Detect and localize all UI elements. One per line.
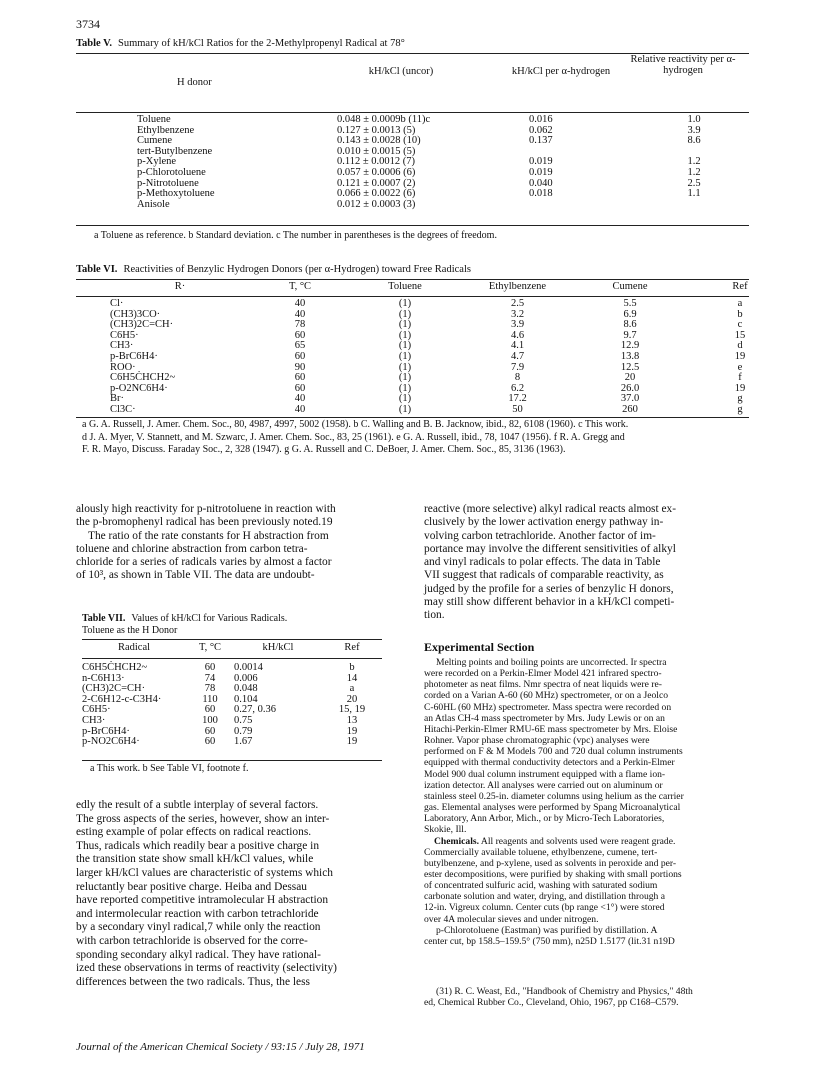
table5-cell: 0.143 ± 0.0028 (10) [337, 135, 421, 147]
text-line: esting example of polar effects on radical reactions. [76, 826, 312, 839]
text-line: of concentrated sulfuric acid, washing with saturated sodium [424, 880, 658, 892]
table6-row [110, 320, 795, 331]
table7-row [82, 663, 382, 674]
table6-cell: 40 [294, 393, 306, 405]
table5-label: Table V. [76, 38, 112, 49]
text-line: Commercially available toluene, ethylbenzene, cumene, tert- [424, 846, 658, 858]
table5-cell: 1.2 [687, 166, 701, 178]
table6-cell: a [737, 298, 743, 309]
text-line: differences between the two radicals. Thus, the less [76, 975, 310, 988]
table6-cell: 13.8 [620, 350, 640, 362]
table5-cell: 0.018 [529, 188, 553, 200]
text-line: the p-bromophenyl radical has been previously noted.19 [76, 516, 333, 529]
table6-cell: (1) [398, 372, 412, 384]
text-line: tion. [424, 609, 445, 622]
table6-row [110, 299, 795, 310]
table5-cell: p-Chlorotoluene [137, 166, 206, 178]
table6-cell: p-O2NC6H4· [110, 382, 168, 394]
table5-cell: p-Methoxytoluene [137, 188, 215, 200]
table6-cell: CH3· [110, 340, 134, 352]
table5-cell: 0.121 ± 0.0007 (2) [337, 177, 416, 189]
table5-cell: 0.112 ± 0.0012 (7) [337, 156, 415, 168]
text-line: (31) R. C. Weast, Ed., "Handbook of Chemistry and Physics," 48th [436, 986, 693, 997]
table7-row [82, 705, 382, 716]
table5-cell: Cumene [137, 135, 172, 147]
table6-cell: f [738, 372, 742, 384]
text-line: were recorded on a Perkin-Elmer Model 421 infrared spectro- [424, 668, 662, 680]
text-line: stainless steel 0.25-in. diameter columns using helium as the carrier [424, 790, 684, 802]
text-line: Rohner. Vapor phase chromatographic (vpc) analyses were [424, 735, 650, 747]
table7-footnote: a This work. b See Table VI, footnote f. [90, 763, 249, 774]
experimental-heading: Experimental Section [424, 640, 535, 654]
table6-cell: (1) [398, 361, 412, 373]
text-line: the transition state show small kH/kCl values, while [76, 853, 314, 866]
table7-cell: 1.67 [234, 736, 253, 748]
text-line: sponding secondary alkyl radical. They have rational- [76, 948, 321, 961]
text-line: Melting points and boiling points are uncorrected. Ir spectra [436, 657, 667, 668]
table7-cell: 74 [204, 672, 216, 684]
text-line: chloride for a series of radicals varies by almost a factor [76, 556, 332, 569]
left-column-bottom-text [76, 799, 401, 989]
table7-cell: (CH3)2C=CH· [82, 683, 146, 695]
table6-header [110, 282, 795, 293]
text-line: center cut, bp 158.5–159.5° (750 mm), n25D 1.5177 (lit.31 n19D [424, 935, 675, 947]
table7-cell: a [349, 683, 355, 695]
text-line: ed, Chemical Rubber Co., Cleveland, Ohio, 1967, pp C168–C579. [424, 997, 679, 1009]
table6-cell: 60 [294, 329, 306, 341]
table5-cell: 1.0 [687, 114, 701, 125]
table6-body [110, 299, 795, 416]
table7-cell: p-BrC6H4· [82, 725, 130, 737]
table5-cell: 1.1 [687, 188, 701, 200]
table5-row [137, 115, 749, 126]
table5-cell: 0.040 [529, 177, 553, 189]
table7-cell: 0.75 [234, 714, 253, 726]
table6-row [110, 405, 795, 416]
table6-cell: (1) [398, 382, 412, 394]
table7-cell: 0.0014 [234, 662, 263, 673]
table6-cell: 260 [622, 403, 638, 415]
text-line: Model 900 dual column instrument equipped with a flame ion- [424, 768, 666, 780]
table7-cell: 15, 19 [338, 704, 366, 716]
table7-cell: 100 [202, 714, 218, 726]
table6-cell: (1) [398, 393, 412, 405]
table6-cell: (CH3)2C=CH· [110, 319, 174, 331]
table5-header-ratio: kH/kCl (uncor) [368, 66, 434, 77]
table5-cell: Anisole [137, 198, 170, 210]
table6-header-cumene: Cumene [612, 281, 648, 292]
table5-header-per-h: kH/kCl per α-hydrogen [511, 66, 611, 77]
table6-footnotes [82, 419, 749, 457]
table7-row [82, 716, 382, 727]
table5-cell: 0.016 [529, 114, 553, 125]
table6-cell: 60 [294, 372, 306, 384]
table6-header-ref: Ref [732, 281, 748, 292]
table6-cell: 12.9 [620, 340, 640, 352]
table5-cell: tert-Butylbenzene [137, 145, 213, 157]
table6-cell: p-BrC6H4· [110, 350, 158, 362]
table6-cell: Br· [110, 393, 124, 405]
chemicals-heading: Chemicals. [434, 835, 480, 847]
table6-cell: 65 [294, 340, 306, 352]
table6-cell: ROO· [110, 361, 136, 373]
table7-cell: 60 [204, 725, 216, 737]
table5-row [137, 157, 749, 168]
table7-caption-line1: Values of kH/kCl for Various Radicals. [131, 613, 288, 624]
text-line: portance may involve the different sensitivities of alkyl [424, 542, 676, 555]
table6-row [110, 384, 795, 395]
table6-cell: Cl· [110, 298, 124, 309]
table6-row [110, 341, 795, 352]
table6-cell: c [737, 319, 743, 331]
table6-cell: (1) [398, 350, 412, 362]
table6-cell: (CH3)3CO· [110, 308, 161, 320]
table7-cell: n-C6H13· [82, 672, 125, 684]
text-line: Hitachi-Perkin-Elmer RMU-6E mass spectrometer by Mrs. Eloise [424, 723, 678, 735]
table7-top-rule [82, 639, 382, 640]
table7-cell: p-NO2C6H4· [82, 736, 140, 748]
table6-cell: 2.5 [510, 298, 525, 309]
text-line: may still show different behavior in a kH/kCl competi- [424, 596, 675, 609]
table6-cell: 78 [294, 319, 306, 331]
table6-label: Table VI. [76, 264, 118, 275]
table6-cell: 12.5 [620, 361, 640, 373]
table7-cell: 0.104 [234, 693, 258, 705]
text-line: performed on F & M Models 700 and 720 dual column instruments [424, 746, 683, 758]
table5-body [137, 115, 749, 210]
table5-row [137, 147, 749, 158]
table7-cell: 2-C6H12-c-C3H4· [82, 693, 162, 705]
table6-row [110, 394, 795, 405]
text-line: reluctantly bear positive charge. Heiba and Dessau [76, 880, 307, 893]
text-line: ized these observations in terms of reactivity (selectivity) [76, 962, 337, 975]
right-column-top-text [424, 503, 749, 623]
table7-bottom-rule [82, 760, 382, 761]
table7-body [82, 663, 382, 748]
table6-bottom-rule [76, 417, 749, 418]
text-line: edly the result of a subtle interplay of several factors. [76, 799, 319, 811]
table6-row [110, 310, 795, 321]
table5-cell: 0.019 [529, 156, 553, 168]
table6-top-rule [76, 279, 749, 280]
table7-label: Table VII. [82, 613, 126, 624]
table5-cell: 0.019 [529, 166, 553, 178]
table5-row [137, 179, 749, 190]
table5-cell: 0.048 ± 0.0009b (11)c [337, 114, 431, 125]
chemicals-first-line: All reagents and solvents used were reagent grade. [480, 835, 676, 847]
table7-cell: 13 [346, 714, 358, 726]
table6-cell: (1) [398, 308, 412, 320]
table5-row [137, 168, 749, 179]
table7-row [82, 737, 382, 748]
table6-cell: 6.9 [623, 308, 637, 320]
table6-row [110, 373, 795, 384]
text-line: reactive (more selective) alkyl radical reacts almost ex- [424, 503, 677, 515]
text-line: equipped with thermal conductivity detectors and a Perkin-Elmer [424, 757, 675, 769]
table5-cell: 0.127 ± 0.0013 (5) [337, 124, 416, 136]
table6-cell: (1) [398, 298, 412, 309]
table6-cell: 20 [624, 372, 636, 384]
table6-cell: 40 [294, 298, 306, 309]
table5-cell: 0.066 ± 0.0022 (6) [337, 188, 416, 200]
table6-cell: C6H5· [110, 329, 139, 341]
table7-cell: 0.006 [234, 672, 258, 684]
table5-header-h-donor: H donor [177, 77, 212, 88]
table6-cell: 60 [294, 350, 306, 362]
text-line: clusively by the lower activation energy pathway in- [424, 516, 664, 529]
table6-row [110, 363, 795, 374]
table6-cell: 4.7 [510, 350, 525, 362]
table5-cell: 1.2 [687, 156, 701, 168]
text-line: and intermolecular reaction with carbon tetrachloride [76, 907, 319, 920]
table6-cell: 60 [294, 382, 306, 394]
table7-cell: 20 [346, 693, 358, 705]
table6-header-rule [76, 296, 749, 297]
text-line: judged by the profile for a series of benzylic H donors, [424, 582, 674, 595]
text-line: Skokie, Ill. [424, 824, 467, 836]
text-line: Thus, radicals which readily bear a positive charge in [76, 839, 320, 852]
table6-cell: 4.1 [510, 340, 525, 352]
table7-cell: C6H5· [82, 704, 111, 716]
table6-cell: g [737, 403, 743, 415]
table5-cell: p-Nitrotoluene [137, 177, 199, 189]
table6-caption [76, 264, 471, 275]
table5-row [137, 136, 749, 147]
text-line: by a secondary vinyl radical,7 while only the reaction [76, 921, 321, 934]
text-line: with carbon tetrachloride is observed for the corre- [76, 934, 308, 947]
text-line: gas. Elemental analyses were performed by Spang Microanalytical [424, 802, 681, 814]
text-line: 12-in. Vigreux column. Center cuts (bp range <1°) were stored [424, 902, 665, 914]
table6-cell: 4.6 [510, 329, 525, 341]
text-line: carbonate solution and water, drying, and distillation through a [424, 891, 666, 903]
table6-cell: Cl3C· [110, 403, 136, 415]
table7-cell: 19 [346, 725, 358, 737]
table5-cell: 0.137 [529, 135, 553, 147]
text-line: ester decompositions, were purified by shaking with small portions [424, 868, 682, 880]
table7-cell: b [349, 662, 355, 673]
text-line: over 4A molecular sieves and under nitrogen. [424, 913, 599, 925]
table6-cell: 7.9 [510, 361, 525, 373]
table5-cell [639, 200, 749, 211]
table6-header-toluene: Toluene [388, 281, 422, 292]
text-line: ization detector. All analyses were carried out on aluminum or [424, 779, 663, 791]
table7-cell: 19 [346, 736, 358, 748]
text-line: have reported competitive intramolecular H abstraction [76, 894, 329, 907]
table6-footnote-line: F. R. Mayo, Discuss. Faraday Soc., 2, 328 (1947). g G. A. Russell and C. DeBoer, J. Amer. Chem. Soc., 85, 3136 (1963). [82, 444, 566, 455]
table6-header-radical: R· [174, 281, 186, 292]
table5-cell: 2.5 [687, 177, 701, 189]
table6-cell: 3.2 [510, 308, 525, 320]
table6-row [110, 331, 795, 342]
text-line: larger kH/kCl values are characteristic of systems which [76, 866, 333, 879]
table6-cell: (1) [398, 319, 412, 331]
text-line: corded on a Varian A-60 (60 MHz) spectrometer, or on a Jeolco [424, 690, 668, 702]
table7-cell: 78 [204, 683, 216, 695]
table6-cell: e [737, 361, 743, 373]
text-line: butylbenzene, and p-xylene, used as solvents in peroxide and per- [424, 857, 677, 869]
table6-header-temp: T, °C [288, 281, 312, 292]
table5-cell: 3.9 [687, 124, 701, 136]
table7-cell: 110 [202, 693, 218, 705]
table6-cell: 40 [294, 308, 306, 320]
text-line: of 10³, as shown in Table VII. The data are undoubt- [76, 569, 315, 582]
table5-bottom-rule [76, 225, 749, 226]
table6-cell: g [737, 393, 743, 405]
table7-header [82, 643, 382, 654]
table5-cell: 0.057 ± 0.0006 (6) [337, 166, 416, 178]
journal-footer: Journal of the American Chemical Society / 93:15 / July 28, 1971 [76, 1041, 365, 1053]
text-line: and vinyl radicals to polar effects. The data in Table [424, 556, 661, 569]
table5-cell: 0.012 ± 0.0003 (3) [337, 198, 416, 210]
table5-header-relative: Relative reactivity per α-hydrogen [630, 54, 736, 76]
table5-cell: 0.010 ± 0.0015 (5) [337, 145, 416, 157]
table6-cell: 15 [734, 329, 746, 341]
table6-cell: 50 [512, 403, 523, 415]
table7-cell: 60 [204, 736, 216, 748]
table6-cell: 19 [734, 382, 746, 394]
table5-footnote: a Toluene as reference. b Standard deviation. c The number in parentheses is the degrees of freedom. [94, 230, 497, 241]
table7-cell: 0.048 [234, 683, 258, 695]
table7-cell: C6H5ĊHCH2~ [82, 662, 148, 673]
table6-cell: 40 [294, 403, 306, 415]
table5-row [137, 200, 749, 211]
text-line: an Atlas CH-4 mass spectrometer by Mrs. Judy Lewis or on an [424, 712, 665, 724]
table7-header-radical: Radical [117, 642, 151, 653]
table7-cell: 0.27, 0.36 [234, 704, 276, 716]
text-line: photometer as neat films. Nmr spectra of neat liquids were re- [424, 679, 662, 691]
table5-header [76, 55, 749, 89]
text-line: C-60HL (60 MHz) spectrometer. Mass spectra were recorded on [424, 701, 672, 713]
table6-cell: 6.2 [510, 382, 525, 394]
text-line: The ratio of the rate constants for H abstraction from [88, 529, 329, 542]
table6-row [110, 352, 795, 363]
table6-footnote-line: a G. A. Russell, J. Amer. Chem. Soc., 80, 4987, 4997, 5002 (1958). b C. Walling and B. B. Jacknow, ibid., 82, 6108 (1960). c This work. [82, 419, 629, 430]
table7-cell: 60 [204, 704, 216, 716]
table6-cell: (1) [398, 403, 412, 415]
table7-header-ref: Ref [344, 642, 360, 653]
table7-row [82, 695, 382, 706]
left-column-top-text [76, 503, 401, 583]
table6-cell: 3.9 [510, 319, 525, 331]
table6-cell: 26.0 [620, 382, 640, 394]
table5-cell: p-Xylene [137, 156, 177, 168]
table7-header-ratio: kH/kCl [262, 642, 294, 653]
table5-cell: Toluene [137, 114, 171, 125]
table6-cell: 37.0 [620, 393, 640, 405]
table5-header-rule [76, 112, 749, 113]
table5-caption-text: Summary of kH/kCl Ratios for the 2-Methylpropenyl Radical at 78° [118, 38, 405, 49]
page-number: 3734 [76, 17, 100, 31]
table6-cell: (1) [398, 329, 412, 341]
table5-cell [529, 200, 639, 211]
text-line [424, 836, 749, 847]
table6-cell: 8 [514, 372, 521, 384]
text-line: Laboratory, Ann Arbor, Mich., or by Micro-Tech Laboratories, [424, 813, 665, 825]
table6-cell: b [737, 308, 743, 320]
table6-header-ethylbenzene: Ethylbenzene [488, 281, 547, 292]
table7-cell: 14 [346, 672, 358, 684]
text-line: p-Chlorotoluene (Eastman) was purified by distillation. A [436, 924, 658, 936]
table6-cell: C6H5ĊHCH2~ [110, 372, 176, 384]
table5-cell: Ethylbenzene [137, 124, 195, 136]
table6-cell: 90 [294, 361, 306, 373]
table6-cell: 5.5 [623, 298, 637, 309]
table5-row [137, 126, 749, 137]
table7-caption-line2: Toluene as the H Donor [82, 624, 178, 636]
table5-cell: 8.6 [687, 135, 701, 147]
table6-cell: 8.6 [623, 319, 637, 331]
table6-cell: d [737, 340, 743, 352]
table7-header-temp: T, °C [198, 642, 222, 653]
table6-cell: 9.7 [623, 329, 637, 341]
text-line: volving carbon tetrachloride. Another factor of im- [424, 529, 656, 542]
table6-cell: 17.2 [508, 393, 527, 405]
table7-cell: 0.79 [234, 725, 253, 737]
table7-cell: CH3· [82, 714, 106, 726]
text-line: toluene and chlorine abstraction from carbon tetra- [76, 542, 308, 555]
experimental-body [424, 657, 749, 947]
table5-caption [76, 38, 405, 49]
table6-caption-text: Reactivities of Benzylic Hydrogen Donors (per α-Hydrogen) toward Free Radicals [123, 264, 471, 275]
table6-footnote-line: d J. A. Myer, V. Stannett, and M. Szwarc, J. Amer. Chem. Soc., 83, 25 (1961). e G. A. Russell, ibid., 78, 1047 (1956). f R. A. Gregg and [82, 431, 625, 443]
table5-row [137, 189, 749, 200]
text-line: alously high reactivity for p-nitrotoluene in reaction with [76, 503, 336, 515]
text-line: VII suggest that radicals of comparable reactivity, as [424, 569, 664, 582]
table7-header-rule [82, 658, 382, 659]
table5-cell: 0.062 [529, 124, 553, 136]
reference-31 [424, 986, 749, 1008]
table7-caption [82, 613, 287, 636]
table7-cell: 60 [204, 662, 216, 673]
text-line: The gross aspects of the series, however, show an inter- [76, 812, 330, 825]
table6-cell: 19 [734, 350, 746, 362]
table6-cell: (1) [398, 340, 412, 352]
